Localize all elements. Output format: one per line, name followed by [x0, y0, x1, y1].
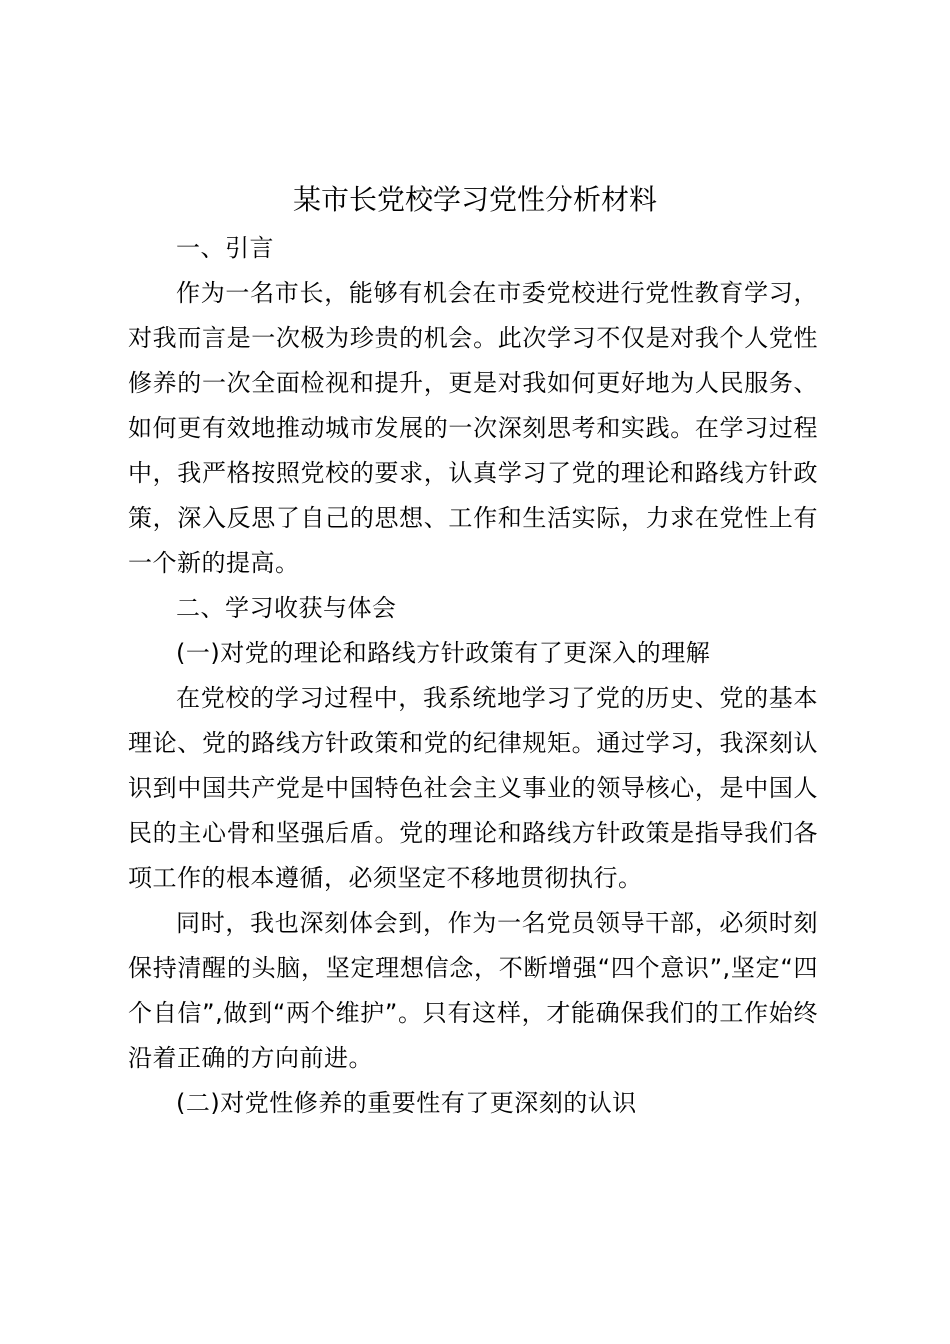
- section-heading-introduction: 一、引言: [176, 234, 274, 262]
- document-title: 某市长党校学习党性分析材料: [292, 183, 657, 216]
- section-heading-gains: 二、学习收获与体会: [176, 594, 397, 622]
- document-body: [128, 226, 818, 1126]
- paragraph-introduction: 作为一名市长，能够有机会在市委党校进行党性教育学习，对我而言是一次极为珍贵的机会。此次学习不仅是对我个人党性修养的一次全面检视和提升，更是对我如何更好地为人民服务、如何更有效地推动城市发展的一次深刻思考和实践。在学习过程中，我严格按照党校的要求，认真学习了党的理论和路线方针政策，深入反思了自己的思想、工作和生活实际，力求在党性上有一个新的提高。: [128, 279, 818, 577]
- subsection-heading-theory: (一)对党的理论和路线方针政策有了更深入的理解: [176, 639, 711, 667]
- paragraph-theory-reflection: 同时，我也深刻体会到，作为一名党员领导干部，必须时刻保持清醒的头脑，坚定理想信念，不断增强“四个意识”,坚定“四个自信”,做到“两个维护”。只有这样，才能确保我们的工作始终沿着正确的方向前进。: [128, 909, 818, 1072]
- paragraph-theory-study: 在党校的学习过程中，我系统地学习了党的历史、党的基本理论、党的路线方针政策和党的纪律规矩。通过学习，我深刻认识到中国共产党是中国特色社会主义事业的领导核心，是中国人民的主心骨和坚强后盾。党的理论和路线方针政策是指导我们各项工作的根本遵循，必须坚定不移地贯彻执行。: [128, 684, 818, 892]
- subsection-heading-party-spirit: (二)对党性修养的重要性有了更深刻的认识: [176, 1089, 637, 1117]
